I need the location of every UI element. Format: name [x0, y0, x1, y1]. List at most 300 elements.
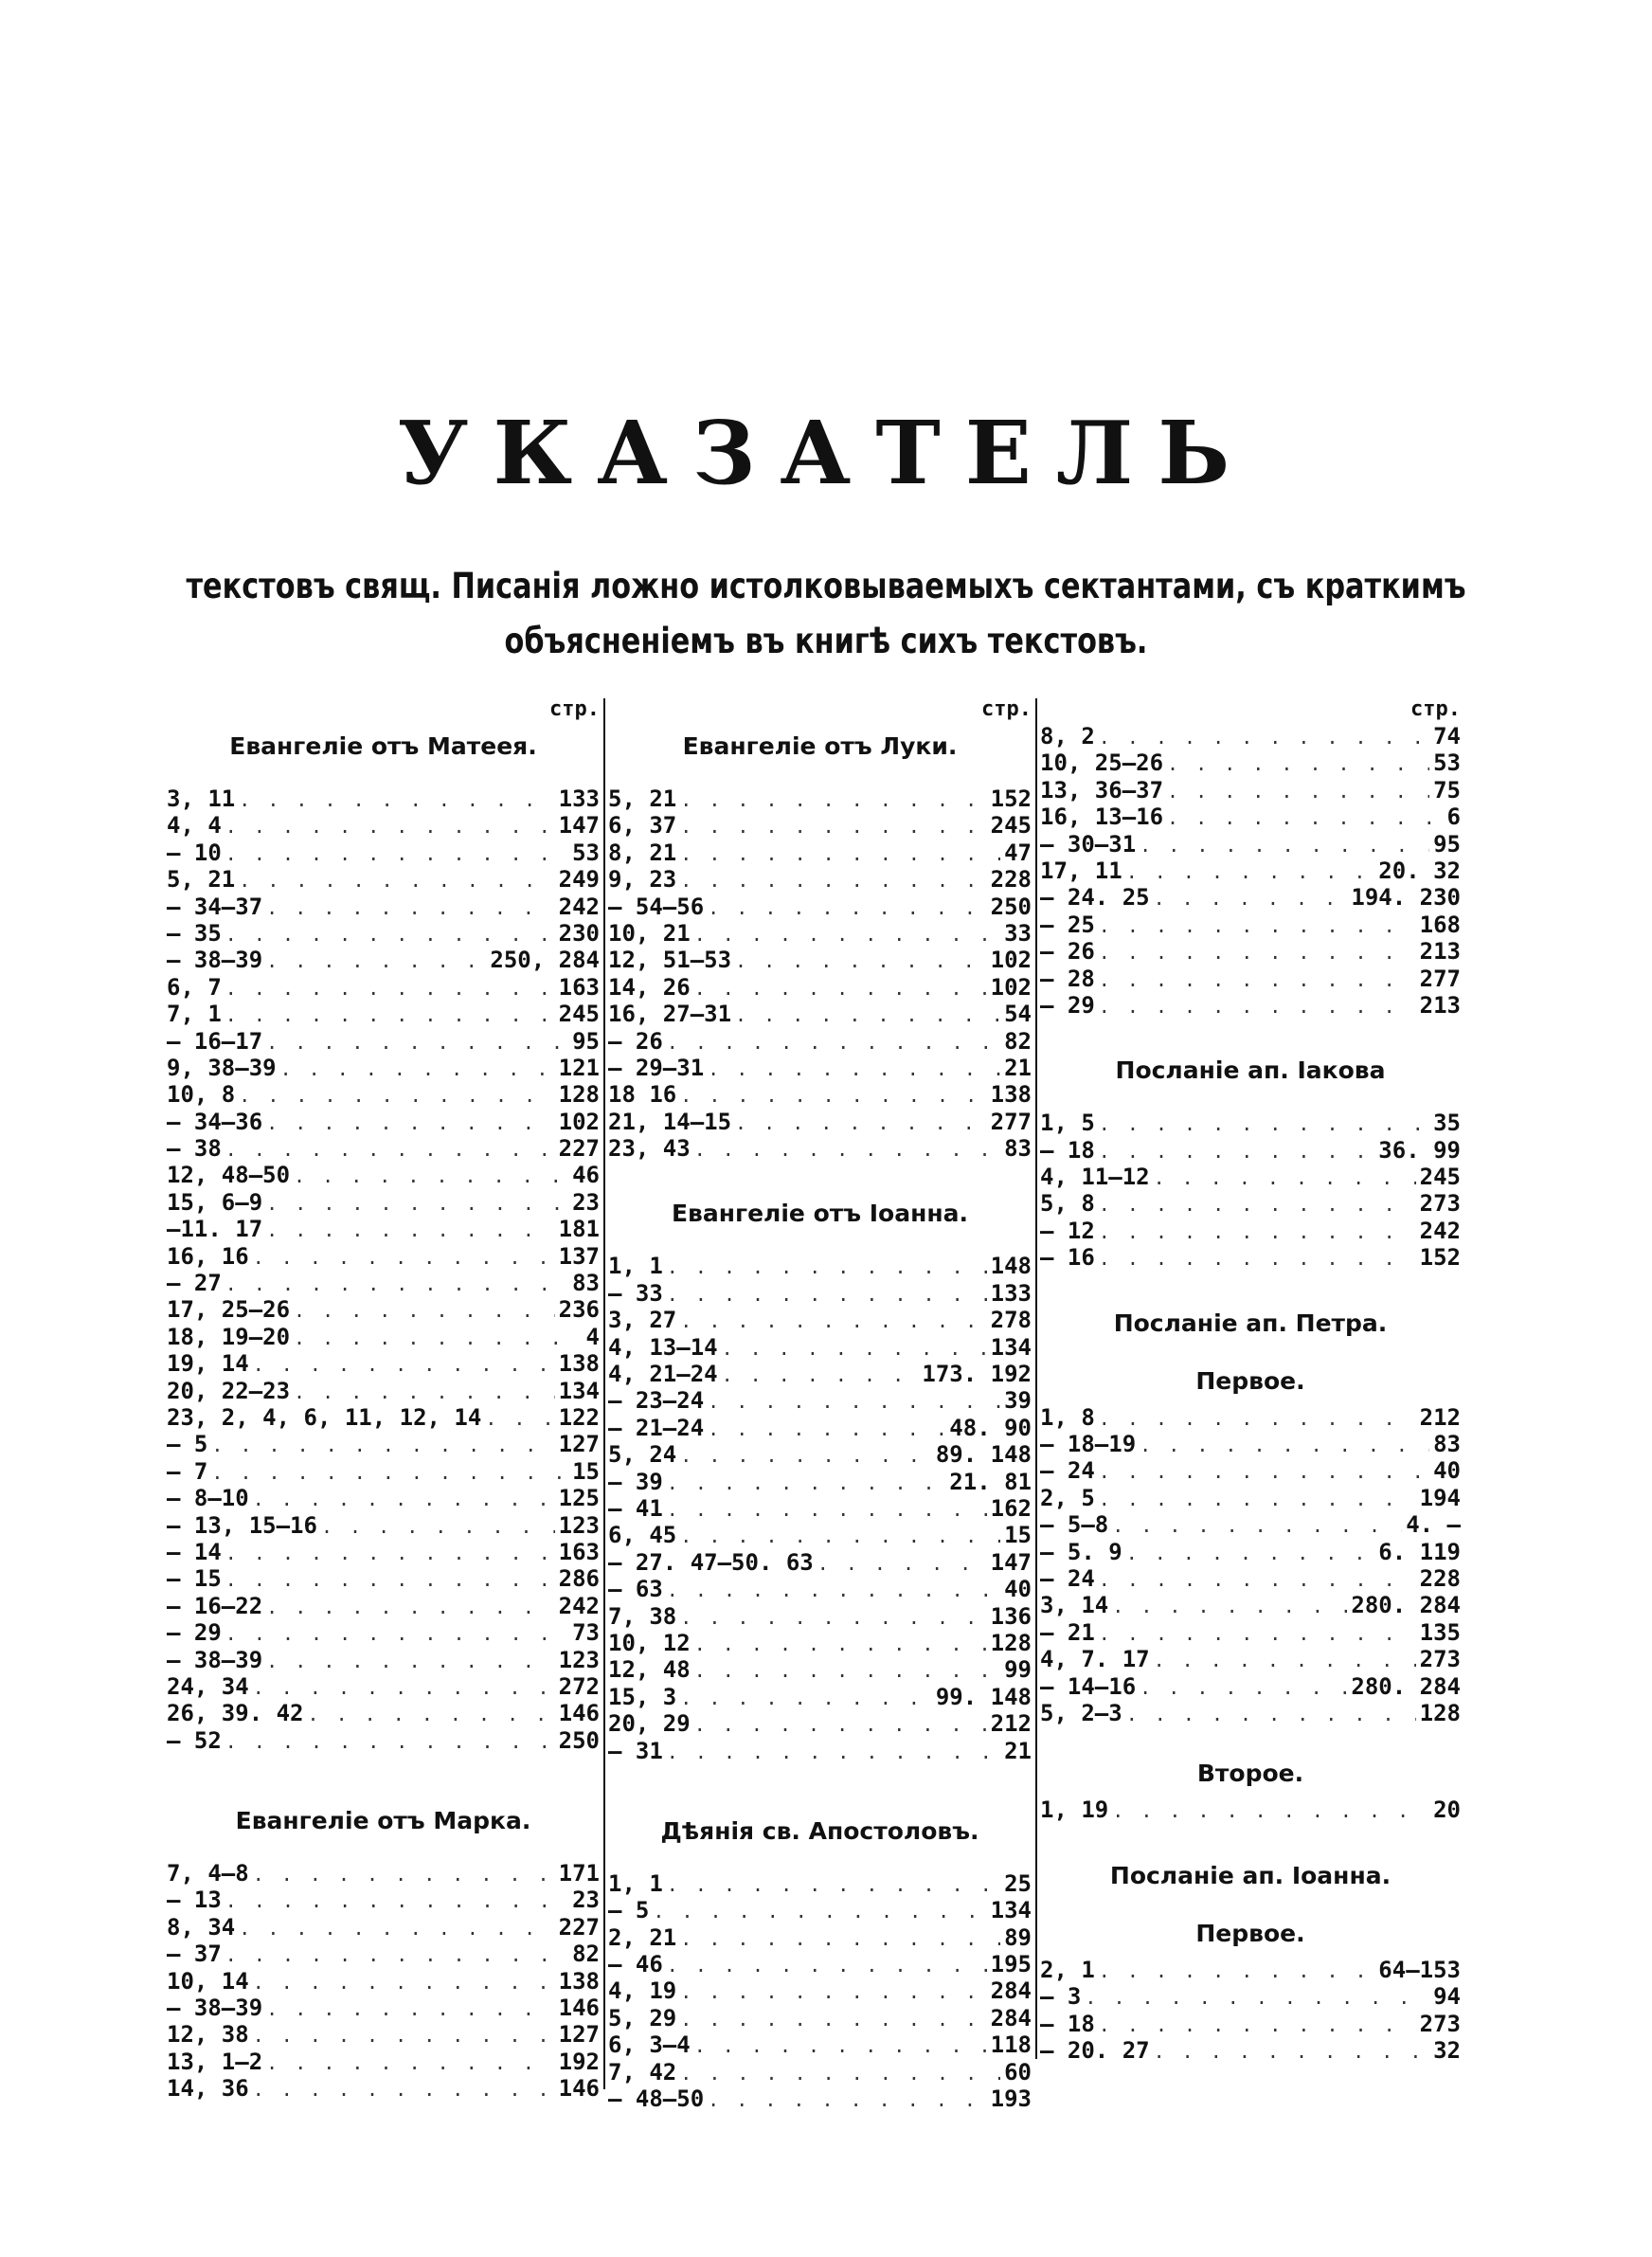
index-entry: [608, 1307, 1032, 1333]
index-entry: [167, 1968, 600, 1995]
page-number: 39: [1004, 1387, 1032, 1415]
page-number: 64—153: [1378, 1956, 1461, 1983]
page-number: 284: [990, 2004, 1032, 2031]
dot-leader: [253, 1486, 555, 1512]
page-number: 60: [1004, 2058, 1032, 2085]
page-number: 277: [990, 1108, 1032, 1135]
dot-leader: [1167, 778, 1429, 804]
dot-leader: [680, 1082, 986, 1109]
page-number: 40: [1433, 1457, 1461, 1485]
dot-leader: [667, 1029, 1000, 1056]
index-entry: [1040, 2011, 1461, 2037]
scripture-reference: 14, 36: [167, 2075, 249, 2103]
index-entry: [167, 1593, 600, 1619]
index-entry: [167, 1887, 600, 1913]
scripture-reference: — 28: [1040, 965, 1095, 992]
page-number: 94: [1433, 1983, 1461, 2011]
section-heading-matthew: Евангеліе отъ Матеея.: [229, 732, 537, 760]
scripture-reference: 16, 16: [167, 1242, 249, 1270]
dot-leader: [225, 1271, 568, 1297]
dot-leader: [1140, 832, 1429, 858]
dot-leader: [708, 2086, 986, 2113]
scripture-reference: 20, 22—23: [167, 1377, 291, 1404]
section-luke: [608, 785, 1032, 1162]
index-entry: [1040, 777, 1461, 803]
dot-leader: [308, 1701, 555, 1727]
dot-leader: [694, 1136, 1000, 1163]
index-entry: [608, 1028, 1032, 1055]
page-number: 272: [558, 1672, 600, 1700]
index-entry: [1040, 1619, 1461, 1646]
page-number: 273: [1419, 2010, 1461, 2037]
page-number: 95: [572, 1027, 600, 1055]
scripture-reference: — 29: [167, 1619, 222, 1647]
scripture-reference: 13, 36—37: [1040, 776, 1164, 803]
dot-leader: [680, 1523, 1000, 1549]
scripture-reference: — 23—24: [608, 1387, 705, 1415]
page-number: 181: [558, 1216, 600, 1243]
scripture-reference: 1, 1: [608, 1869, 663, 1897]
index-entry: [608, 1924, 1032, 1951]
scripture-reference: — 30—31: [1040, 830, 1137, 858]
dot-leader: [253, 2076, 555, 2103]
dot-leader: [225, 1540, 555, 1566]
index-entry: [167, 866, 600, 893]
dot-leader: [239, 1915, 554, 1941]
index-entry: [608, 2031, 1032, 2058]
scripture-reference: — 20. 27: [1040, 2036, 1150, 2064]
scripture-reference: 7, 42: [608, 2058, 677, 2085]
index-entry: [167, 1565, 600, 1592]
scripture-reference: 7, 1: [167, 1001, 222, 1028]
index-entry: [608, 1001, 1032, 1027]
index-entry: [608, 2085, 1032, 2112]
index-entry: [1040, 1646, 1461, 1672]
scripture-reference: 19, 14: [167, 1350, 249, 1378]
section-heading-acts: Дѣянія св. Апостоловъ.: [660, 1816, 979, 1845]
index-entry: [167, 1431, 600, 1457]
page-number: 138: [990, 1081, 1032, 1109]
scripture-reference: 18, 19—20: [167, 1323, 291, 1350]
index-entry: [608, 1415, 1032, 1441]
page-number: 280. 284: [1351, 1672, 1461, 1700]
page-number: 83: [1004, 1135, 1032, 1163]
page-number: 89. 148: [935, 1441, 1032, 1469]
section-acts-continued: [1040, 723, 1461, 1019]
scripture-reference: — 18: [1040, 2010, 1095, 2037]
index-entry: [167, 785, 600, 812]
scripture-reference: 10, 12: [608, 1629, 691, 1656]
page-number: 21. 81: [949, 1468, 1032, 1495]
scripture-reference: 23, 2, 4, 6, 11, 12, 14: [167, 1403, 482, 1431]
dot-leader: [321, 1513, 555, 1540]
scripture-reference: — 3: [1040, 1983, 1082, 2011]
index-entry: [1040, 1244, 1461, 1271]
page-number: 74: [1433, 723, 1461, 749]
scripture-reference: — 29: [1040, 991, 1095, 1019]
scripture-reference: — 14: [167, 1538, 222, 1565]
page-number: 147: [558, 812, 600, 840]
index-entry: [167, 2021, 600, 2048]
index-entry: [608, 1495, 1032, 1522]
page-number: 102: [990, 973, 1032, 1001]
scripture-reference: 1, 8: [1040, 1403, 1095, 1431]
dot-leader: [1099, 1620, 1416, 1647]
page-number: 138: [558, 1350, 600, 1378]
index-entry: [1040, 1700, 1461, 1726]
index-entry: [608, 1109, 1032, 1135]
dot-leader: [266, 1029, 568, 1056]
scripture-reference: 9, 23: [608, 866, 677, 894]
index-entry: [608, 1738, 1032, 1764]
index-entry: [1040, 1485, 1461, 1511]
dot-leader: [1154, 1165, 1416, 1191]
page-number: 134: [990, 1897, 1032, 1924]
page-number: 6: [1446, 803, 1461, 831]
dot-leader: [1099, 1219, 1416, 1245]
scripture-reference: — 5—8: [1040, 1511, 1109, 1539]
page-number: 242: [1419, 1217, 1461, 1244]
dot-leader: [1099, 1486, 1416, 1512]
index-entry: [608, 920, 1032, 947]
dot-leader: [1126, 858, 1375, 885]
page-number: 125: [558, 1485, 600, 1512]
dot-leader: [266, 1190, 568, 1217]
scripture-reference: — 16: [1040, 1244, 1095, 1272]
dot-leader: [280, 1056, 555, 1082]
scripture-reference: 17, 11: [1040, 857, 1122, 884]
scripture-reference: 1, 1: [608, 1253, 663, 1280]
dot-leader: [225, 1941, 568, 1968]
dot-leader: [1099, 1245, 1416, 1272]
page-number: 20: [1433, 1797, 1461, 1824]
index-entry: [167, 1485, 600, 1511]
index-entry: [1040, 1797, 1461, 1823]
scripture-reference: — 38—39: [167, 947, 263, 974]
index-entry: [608, 1977, 1032, 2004]
index-entry: [167, 1700, 600, 1726]
scripture-reference: 6, 3—4: [608, 2031, 691, 2059]
section-peter-second: [1040, 1797, 1461, 1823]
page-number: 213: [1419, 938, 1461, 966]
dot-leader: [239, 867, 554, 894]
index-entry: [1040, 858, 1461, 884]
page-column-label: стр.: [981, 697, 1032, 721]
scripture-reference: — 15: [167, 1565, 222, 1593]
index-entry: [608, 974, 1032, 1001]
page-number: 138: [558, 1967, 600, 1995]
scripture-reference: — 5: [167, 1431, 208, 1458]
index-column-3: [1040, 696, 1461, 2064]
dot-leader: [485, 1405, 554, 1432]
scripture-reference: 5, 2—3: [1040, 1699, 1122, 1726]
scripture-reference: — 52: [167, 1726, 222, 1754]
index-entry: [608, 1576, 1032, 1602]
index-entry: [167, 1673, 600, 1700]
dot-leader: [266, 948, 486, 974]
dot-leader: [294, 1379, 555, 1405]
scripture-reference: 4, 11—12: [1040, 1164, 1150, 1191]
scripture-reference: 20, 29: [608, 1710, 691, 1738]
page-number: 20. 32: [1378, 857, 1461, 884]
dot-leader: [225, 1002, 555, 1028]
dot-leader: [680, 840, 1000, 867]
dot-leader: [239, 1082, 554, 1109]
dot-leader: [735, 948, 987, 974]
scripture-reference: 7, 4—8: [167, 1860, 249, 1887]
scripture-reference: — 16—22: [167, 1592, 263, 1619]
index-entry: [167, 1162, 600, 1188]
dot-leader: [722, 1335, 987, 1362]
index-column-2: [608, 696, 1032, 2112]
page-number: 286: [558, 1565, 600, 1593]
scripture-reference: 24, 34: [167, 1672, 249, 1700]
scripture-reference: — 18: [1040, 1136, 1095, 1164]
scripture-reference: 6, 37: [608, 812, 677, 840]
section-james: [1040, 1110, 1461, 1271]
page-number: 193: [990, 2085, 1032, 2113]
page-number: 147: [990, 1548, 1032, 1576]
scripture-reference: — 27. 47—50. 63: [608, 1548, 814, 1576]
scripture-reference: — 38—39: [167, 1995, 263, 2022]
scripture-reference: 2, 1: [1040, 1956, 1095, 1983]
index-entry: [1040, 1218, 1461, 1244]
index-entry: [1040, 1983, 1461, 2010]
page-number: 228: [990, 866, 1032, 894]
index-entry: [1040, 1404, 1461, 1431]
scripture-reference: 4, 21—24: [608, 1361, 718, 1388]
page-number: 89: [1004, 1923, 1032, 1951]
page-number: 122: [558, 1403, 600, 1431]
dot-leader: [735, 1002, 1000, 1028]
dot-leader: [266, 894, 554, 921]
page-number: 250: [990, 893, 1032, 920]
scripture-reference: — 26: [1040, 938, 1095, 966]
dot-leader: [817, 1550, 987, 1577]
index-entry: [167, 1135, 600, 1162]
scripture-reference: 6, 7: [167, 973, 222, 1001]
page-number: 82: [1004, 1027, 1032, 1055]
dot-leader: [680, 1308, 986, 1334]
scripture-reference: 18 16: [608, 1081, 677, 1109]
index-entry: [608, 1135, 1032, 1162]
dot-leader: [1099, 724, 1429, 750]
index-entry: [167, 1647, 600, 1673]
index-entry: [1040, 723, 1461, 749]
page-number: 95: [1433, 830, 1461, 858]
section-mark: [167, 1860, 600, 2103]
dot-leader: [1126, 1540, 1375, 1566]
index-entry: [608, 1603, 1032, 1630]
page-number: 53: [1433, 749, 1461, 777]
scripture-reference: — 48—50: [608, 2085, 705, 2113]
index-entry: [608, 1710, 1032, 1737]
page-number: 152: [1419, 1244, 1461, 1272]
page-number: 32: [1433, 2036, 1461, 2064]
index-entry: [167, 1055, 600, 1081]
page-number: 163: [558, 973, 600, 1001]
index-entry: [167, 1189, 600, 1216]
dot-leader: [708, 1416, 945, 1442]
subsection-heading-peter-second: Второе.: [1196, 1760, 1304, 1788]
page-number: 134: [558, 1377, 600, 1404]
index-entry: [608, 1253, 1032, 1279]
dot-leader: [680, 786, 986, 813]
index-entry: [608, 1361, 1032, 1387]
index-entry: [167, 1914, 600, 1941]
page-number: 280. 284: [1351, 1592, 1461, 1619]
dot-leader: [1126, 1701, 1416, 1727]
index-entry: [608, 1441, 1032, 1468]
page-number: 171: [558, 1860, 600, 1887]
scripture-reference: 4, 19: [608, 1977, 677, 2005]
scripture-reference: — 38: [167, 1135, 222, 1163]
page-number: 4. —: [1406, 1511, 1461, 1539]
index-entry: [167, 1081, 600, 1108]
dot-leader: [680, 1925, 1000, 1952]
dot-leader: [1112, 1593, 1347, 1619]
index-entry: [167, 1995, 600, 2021]
scripture-reference: — 35: [167, 919, 222, 947]
scripture-reference: — 21—24: [608, 1414, 705, 1441]
page-number: 15: [1004, 1522, 1032, 1549]
page-number: 75: [1433, 776, 1461, 803]
scripture-reference: — 13, 15—16: [167, 1511, 317, 1539]
index-entry: [1040, 1957, 1461, 1983]
dot-leader: [266, 1648, 554, 1674]
index-entry: [608, 1951, 1032, 1977]
page-number: 192: [558, 2048, 600, 2075]
dot-leader: [680, 2006, 986, 2032]
page-number: 25: [1004, 1869, 1032, 1897]
dot-leader: [1154, 2038, 1430, 2065]
page-number: 242: [558, 1592, 600, 1619]
page-column-label: стр.: [549, 697, 600, 721]
page-number: 36. 99: [1378, 1136, 1461, 1164]
page-number: 40: [1004, 1576, 1032, 1603]
dot-leader: [667, 1871, 1000, 1898]
page-number: 23: [572, 1188, 600, 1216]
dot-leader: [266, 1594, 554, 1620]
index-entry: [1040, 1457, 1461, 1484]
index-entry: [608, 1334, 1032, 1361]
page-number: 136: [990, 1602, 1032, 1630]
index-entry: [608, 1897, 1032, 1923]
section-john: [608, 1253, 1032, 1763]
page-number: 133: [558, 785, 600, 812]
index-entry: [167, 947, 600, 973]
page-number: 128: [558, 1081, 600, 1109]
scripture-reference: 1, 19: [1040, 1797, 1109, 1824]
index-entry: [1040, 938, 1461, 965]
index-entry: [608, 894, 1032, 920]
scripture-reference: — 16—17: [167, 1027, 263, 1055]
page-number: 245: [990, 812, 1032, 840]
scripture-reference: 3, 14: [1040, 1592, 1109, 1619]
dot-leader: [667, 1739, 1000, 1765]
scripture-reference: 10, 25—26: [1040, 749, 1164, 777]
page-number: 212: [1419, 1403, 1461, 1431]
page-number: 6. 119: [1378, 1538, 1461, 1565]
scripture-reference: — 33: [608, 1279, 663, 1307]
dot-leader: [680, 813, 986, 840]
scripture-reference: 12, 38: [167, 2021, 249, 2049]
column-divider: [1035, 698, 1037, 2059]
index-entry: [1040, 1592, 1461, 1618]
page-number: 163: [558, 1538, 600, 1565]
scripture-reference: — 24: [1040, 1564, 1095, 1592]
scripture-reference: 10, 14: [167, 1967, 249, 1995]
section-peter-first: [1040, 1404, 1461, 1727]
page-number: 230: [558, 919, 600, 947]
page-number: 23: [572, 1887, 600, 1914]
index-entry: [608, 947, 1032, 973]
dot-leader: [225, 1728, 555, 1755]
dot-leader: [694, 1657, 1000, 1684]
scripture-reference: 8, 2: [1040, 723, 1095, 749]
dot-leader: [653, 1898, 986, 1924]
index-entry: [167, 2075, 600, 2102]
index-entry: [167, 974, 600, 1001]
scripture-reference: 5, 21: [608, 785, 677, 812]
dot-leader: [680, 1685, 932, 1711]
page-number: 137: [558, 1242, 600, 1270]
page-number: 123: [558, 1646, 600, 1673]
dot-leader: [1112, 1797, 1429, 1824]
index-entry: [608, 1870, 1032, 1897]
page-number: 146: [558, 2075, 600, 2103]
dot-leader: [1099, 966, 1416, 993]
index-entry: [167, 840, 600, 866]
dot-leader: [722, 1362, 919, 1388]
index-entry: [167, 1941, 600, 1967]
index-entry: [1040, 966, 1461, 992]
index-entry: [1040, 1539, 1461, 1565]
page-number: 152: [990, 785, 1032, 812]
index-entry: [167, 1458, 600, 1485]
scripture-reference: — 24. 25: [1040, 884, 1150, 912]
scripture-reference: — 63: [608, 1576, 663, 1603]
index-entry: [1040, 1190, 1461, 1217]
index-entry: [167, 1512, 600, 1539]
dot-leader: [1099, 2012, 1416, 2038]
scripture-reference: — 12: [1040, 1217, 1095, 1244]
page-number: 35: [1433, 1110, 1461, 1137]
page-number: 83: [1433, 1431, 1461, 1458]
index-entry: [1040, 1164, 1461, 1190]
dot-leader: [253, 1351, 555, 1378]
subsection-heading-peter-first: Первое.: [1195, 1366, 1305, 1395]
page-number: 135: [1419, 1618, 1461, 1646]
scripture-reference: 3, 11: [167, 785, 236, 812]
scripture-reference: 5, 8: [1040, 1190, 1095, 1218]
scripture-reference: — 34—37: [167, 893, 263, 920]
scripture-reference: — 13: [167, 1887, 222, 1914]
page-number: 227: [558, 1135, 600, 1163]
dot-leader: [1099, 993, 1416, 1020]
scripture-reference: — 10: [167, 839, 222, 866]
index-entry: [167, 1109, 600, 1135]
index-entry: [1040, 912, 1461, 938]
dot-leader: [266, 1217, 554, 1243]
index-entry: [167, 1404, 600, 1431]
dot-leader: [667, 1577, 1000, 1603]
index-entry: [167, 920, 600, 947]
index-entry: [1040, 1565, 1461, 1592]
scripture-reference: 16, 13—16: [1040, 803, 1164, 831]
index-entry: [1040, 1110, 1461, 1136]
page-title: УКАЗАТЕЛЬ: [397, 402, 1255, 504]
